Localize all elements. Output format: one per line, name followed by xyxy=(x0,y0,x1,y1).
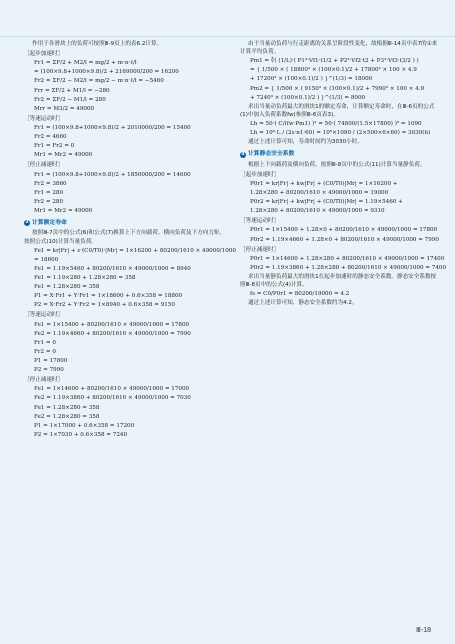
equation: Fe1 = kr|Fr| + ε·(C0/T0)·|Mr| = 1×16200 + 80200/1610 × 49000/1000 xyxy=(34,247,236,254)
equation: Lh = 10⁶·L / (2s·n1·60) = 10⁶×1090 / (2×500×6×60) = 3030(h) xyxy=(250,130,431,137)
equation: Fr1 = 280 xyxy=(34,189,64,196)
paragraph: 由于当量动负荷与行走距离的关系呈阶段性变化，故根据Ⅲ-14页中表7的①来计算平均负荷。 xyxy=(240,41,438,56)
subsection-label: ［停止减速时］ xyxy=(24,162,64,169)
equation: 1.28×280 + 80200/1610 × 49000/1000 = 19000 xyxy=(250,190,389,197)
equation: Fr2 = ΣF/2 − M1/l = 280 xyxy=(34,96,106,103)
equation: P2 = 1×7030 + 0.6×358 = 7240 xyxy=(34,431,128,438)
equation: = 18600 xyxy=(34,256,59,263)
paragraph: 按照Ⅲ-7页中的公式(6)和公式(7)换算上下方向载荷、横向负荷及下方向力矩。按照公式(10)计算当量负荷。 xyxy=(24,230,226,245)
equation: = { 1/500 × ( 18800³ × (100×0.1)/2 + 17800³ × 100 × 4.9 xyxy=(250,67,417,74)
top-rule xyxy=(0,36,455,37)
page-number: Ⅲ-18 xyxy=(416,627,431,634)
section-number-badge: 4 xyxy=(241,151,245,157)
section-heading-text: 计算额定寿命 xyxy=(32,220,67,227)
equation: P0r1 = 1×14600 + 1.28×280 + 80200/1610 × 49000/1000 = 17400 xyxy=(250,255,445,262)
equation: P2 = X·Fr2 + Y·Fr2 = 1×8940 + 0.6×358 = 9150 xyxy=(34,302,175,309)
equation: 1.28×280 + 80200/1610 × 49000/1000 = 9310 xyxy=(250,208,385,215)
equation: = (100×9.8+1000×9.8)/2 + 2169000/200 = 16200 xyxy=(34,69,179,76)
equation: P2 = 7990 xyxy=(34,367,64,374)
equation: Fr1 = (100×9.8+1000×9.8)/2 + 2010000/200 = 15400 xyxy=(34,124,191,131)
left-column xyxy=(24,40,236,616)
equation: P0r2 = kr|Fr| + kw|Fr| + (C0/T0)|Mr| = 1.19×5460 + xyxy=(250,199,403,206)
paragraph: 通过上述计算可知，静态安全系数约为4.2。 xyxy=(248,300,358,307)
equation: Fr1 = 0 xyxy=(34,339,56,346)
subsection-label: ［等速运动时］ xyxy=(24,115,64,122)
equation: Fr2 = 280 xyxy=(34,198,64,205)
equation: + 17200³ × (100×0.1)/2 ) }^(1/3) = 18000 xyxy=(250,76,373,83)
paragraph: 求出当量静负荷最大的滑块1在起步加速时的静态安全系数。静态安全系数按照Ⅲ-8页中的公式(4)计算。 xyxy=(240,274,437,289)
equation: P0r2 = 1.19×4660 + 1.28×0 + 80200/1610 × 49000/1000 = 7990 xyxy=(250,236,439,243)
equation: Fr2 = 0 xyxy=(34,348,56,355)
paragraph: 通过上述计算可知，寿命时间约为3030小时。 xyxy=(248,139,363,146)
equation: Fe1 = 1.28×280 = 358 xyxy=(34,284,100,291)
equation: fs = C0/P0r1 = 80200/19000 = 4.2 xyxy=(250,291,350,298)
right-column xyxy=(240,40,447,616)
equation: Fe2 = 1.19×3860 + 80200/1610 × 49000/1000 = 7030 xyxy=(34,395,191,402)
equation: Fr2 = 4660 xyxy=(34,134,67,141)
subsection-label: ［起步加速时］ xyxy=(240,171,280,178)
subsection-label: ［停止减速时］ xyxy=(24,377,64,384)
equation: Fe1 = 1×14600 + 80200/1610 × 49000/1000 = 17000 xyxy=(34,386,190,393)
equation: Frr = ΣF/2 + M1/l = −280 xyxy=(34,87,110,94)
section-number-badge: 3 xyxy=(25,220,29,226)
paragraph: 根据上下向载荷及横向负荷，按照Ⅲ-8页中的公式(11)计算当量静负荷。 xyxy=(248,161,426,168)
paragraph: 求出当量动负荷最大的滑块1的额定寿命，计算额定寿命时，在Ⅲ-6页的公式(1)中加入负荷系数fw(参照Ⅲ-6页表3)。 xyxy=(240,103,435,118)
subsection-label: ［等速运动时］ xyxy=(24,312,64,319)
equation: Fr2 = ΣF/2 − M2/l = mg/2 − m·α·ℓ/l = −5460 xyxy=(34,78,164,85)
equation: Fe2 = 1.28×280 = 358 xyxy=(34,413,100,420)
subsection-label: ［停止减速时］ xyxy=(240,246,280,253)
equation: Pm2 = { 1/500 × ( 9150³ × (100×0.1)/2 + 7990³ × 100 × 4.9 xyxy=(250,85,425,92)
equation: Mr1 = Mr2 = 49000 xyxy=(34,207,93,214)
equation: Fe1 = 1.19×280 + 1.28×280 = 358 xyxy=(34,275,136,282)
equation: Fr1 = (100×9.8+1000×9.8)/2 + 1850000/200 = 14600 xyxy=(34,171,191,178)
equation: Fe2 = 1.19×4660 + 80200/1610 × 49000/1000 = 7990 xyxy=(34,330,191,337)
equation: Fe1 = 1.19×5460 + 80200/1610 × 49000/1000 = 8940 xyxy=(34,265,191,272)
equation: Fr1 = Fr2 = 0 xyxy=(34,143,75,150)
subsection-label: ［起步加速时］ xyxy=(24,51,64,58)
paragraph: 作用于各滑块上的负荷可按照Ⅲ-9页上的表6.2计算。 xyxy=(32,41,163,47)
section-heading xyxy=(240,150,440,158)
equation: Mr1 = Mr2 = 49000 xyxy=(34,152,93,159)
equation: P1 = 17800 xyxy=(34,358,68,364)
subsection-label: ［等速运动时］ xyxy=(240,218,280,225)
equation: + 7240³ × (100×0.1)/2 ) }^(1/3) = 8000 xyxy=(250,94,366,101)
equation: Mrr = M3/2 = 49000 xyxy=(34,105,95,112)
equation: P1 = 1×17000 + 0.6×358 = 17200 xyxy=(34,422,135,429)
equation: P1 = X·Fr1 + Y·Fr1 = 1×18600 + 0.6×358 = 18800 xyxy=(34,293,183,300)
section-heading xyxy=(24,219,229,227)
equation: P0r2 = 1.19×3860 + 1.28×280 + 80200/1610 × 49000/1000 = 7400 xyxy=(250,264,447,271)
equation: Fr1 = ΣF/2 + M2/l = mg/2 + m·α·ℓ/l xyxy=(34,60,137,67)
equation: P0r1 = kr|Fr| + kw|Fr| + (C0/T0)|Mr| = 1×16200 + xyxy=(250,180,398,187)
section-heading-text: 计算静态安全系数 xyxy=(248,151,295,158)
equation: Fr2 = 3860 xyxy=(34,180,67,187)
equation: P0r1 = 1×15400 + 1.28×0 + 80200/1610 × 49000/1000 = 17800 xyxy=(250,227,438,234)
equation: Lh = 50·( C/(fw·Pm1) )³ = 50·( 74800/(1.5×17800) )³ = 1090 xyxy=(250,120,422,127)
equation: Fe1 = 1.28×280 = 358 xyxy=(34,404,100,411)
equation: Fe1 = 1×15400 + 80200/1610 × 49000/1000 = 17800 xyxy=(34,321,190,328)
equation: Pm1 = ∛( (1/L)·( P1³·Vf1·t1/2 + P2³·Vf2·t2 + P3³·Vf3·t3/2 ) ) xyxy=(250,58,419,65)
